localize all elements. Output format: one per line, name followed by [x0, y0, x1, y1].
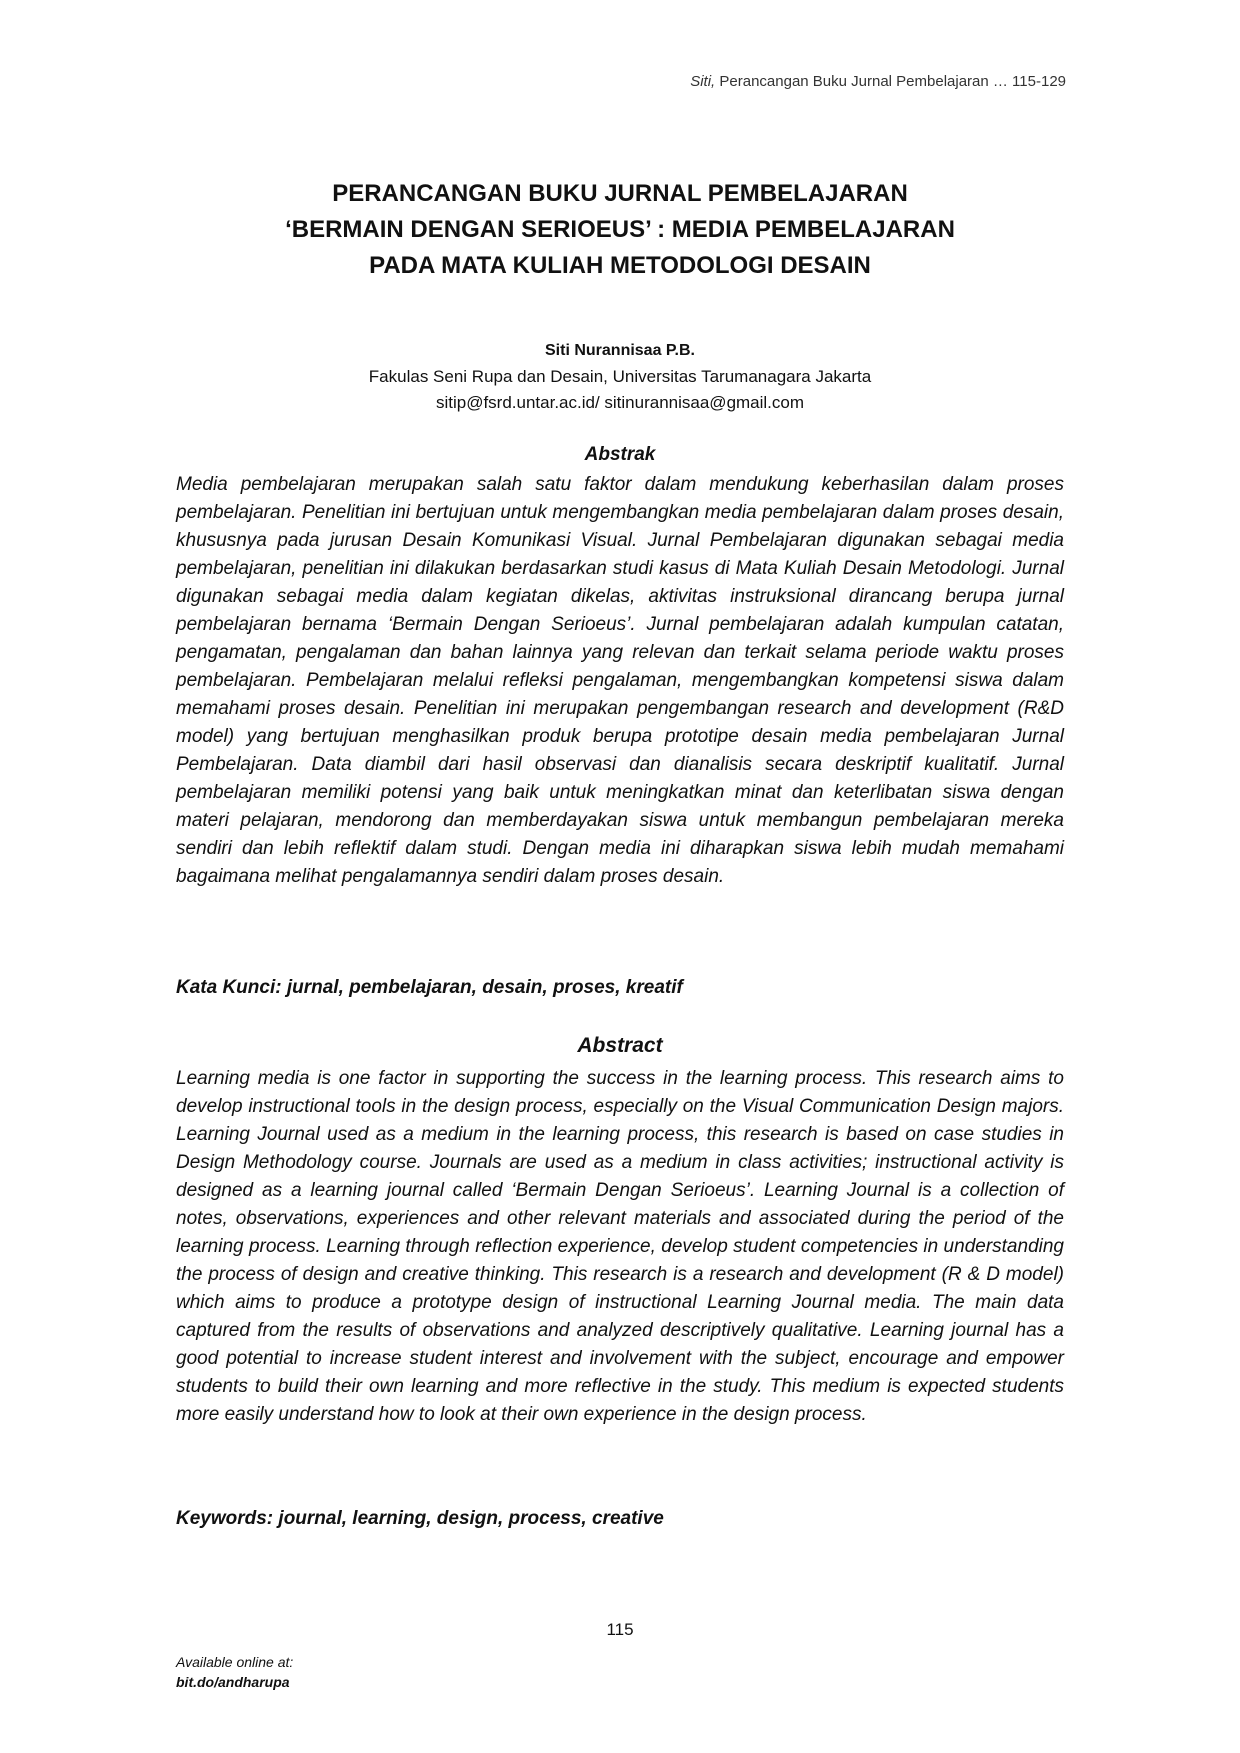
page-number: 115 [606, 1620, 634, 1639]
author-block [176, 338, 1064, 416]
footer-link[interactable]: bit.do/andharupa [176, 1674, 290, 1690]
title-line-2: ‘BERMAIN DENGAN SERIOEUS’ : MEDIA PEMBELAJARAN [285, 216, 955, 243]
author-name: Siti Nurannisaa P.B. [545, 342, 695, 359]
footer-label: Available online at: [176, 1654, 294, 1670]
keywords: Keywords: journal, learning, design, process, creative [176, 1508, 664, 1529]
title-line-1: PERANCANGAN BUKU JURNAL PEMBELAJARAN [332, 180, 908, 207]
author-email: sitip@fsrd.untar.ac.id/ sitinurannisaa@gmail.com [435, 393, 805, 412]
abstrak-heading: Abstrak [584, 444, 656, 465]
title-line-3: PADA MATA KULIAH METODOLOGI DESAIN [369, 252, 871, 279]
running-head-author: Siti, [690, 73, 716, 90]
footer [176, 1652, 293, 1692]
abstract-heading: Abstract [577, 1034, 663, 1057]
abstract-body: Learning media is one factor in supporting the success in the learning process. This research aims to develop instructional tools in the design process, especially on the Visual Communication Design majors. Learning Journal used as a medium in the learning process, this research is based on case studies in Design Methodology course. Journals are used as a medium in class activities; instructional activity is designed as a learning journal called ‘Bermain Dengan Serioeus’. Learning Journal is a collection of notes, observations, experiences and other relevant materials and associated during the period of the learning process. Learning through reflection experience, develop student competencies in understanding the process of design and creative thinking. This research is a research and development (R & D model) which aims to produce a prototype design of instructional Learning Journal media. The main data captured from the results of observations and analyzed descriptively qualitative. Learning journal has a good potential to increase student interest and involvement with the subject, encourage and empower students to build their own learning and more reflective in the study. This medium is expected students more easily understand how to look at their own experience in the design process. [176, 1068, 1064, 1425]
running-head [690, 73, 1066, 90]
running-head-text: Perancangan Buku Jurnal Pembelajaran … 115-129 [715, 73, 1066, 90]
paper-title [176, 176, 1064, 284]
author-affiliation: Fakulas Seni Rupa dan Desain, Universitas Tarumanagara Jakarta [368, 367, 872, 386]
abstrak-body: Media pembelajaran merupakan salah satu faktor dalam mendukung keberhasilan dalam proses pembelajaran. Penelitian ini bertujuan untuk mengembangkan media pembelajaran dalam proses desain, khususnya pada jurusan Desain Komunikasi Visual. Jurnal Pembelajaran digunakan sebagai media pembelajaran, penelitian ini dilakukan berdasarkan studi kasus di Mata Kuliah Desain Metodologi. Jurnal digunakan sebagai media dalam kegiatan dikelas, aktivitas instruksional dirancang berupa jurnal pembelajaran bernama ‘Bermain Dengan Serioeus’. Jurnal pembelajaran adalah kumpulan catatan, pengamatan, pengalaman dan bahan lainnya yang relevan dan terkait selama periode waktu proses pembelajaran. Pembelajaran melalui refleksi pengalaman, mengembangkan kompetensi siswa dalam memahami proses desain. Penelitian ini merupakan pengembangan research and development (R&D model) yang bertujuan menghasilkan produk berupa prototipe desain media pembelajaran Jurnal Pembelajaran. Data diambil dari hasil observasi dan dianalisis secara deskriptif kualitatif. Jurnal pembelajaran memiliki potensi yang baik untuk meningkatkan minat dan keterlibatan siswa dengan materi pelajaran, mendorong dan memberdayakan siswa untuk membangun pembelajaran mereka sendiri dan lebih reflektif dalam studi. Dengan media ini diharapkan siswa lebih mudah memahami bagaimana melihat pengalamannya sendiri dalam proses desain. [176, 474, 1064, 887]
kata-kunci: Kata Kunci: jurnal, pembelajaran, desain, proses, kreatif [176, 977, 683, 998]
